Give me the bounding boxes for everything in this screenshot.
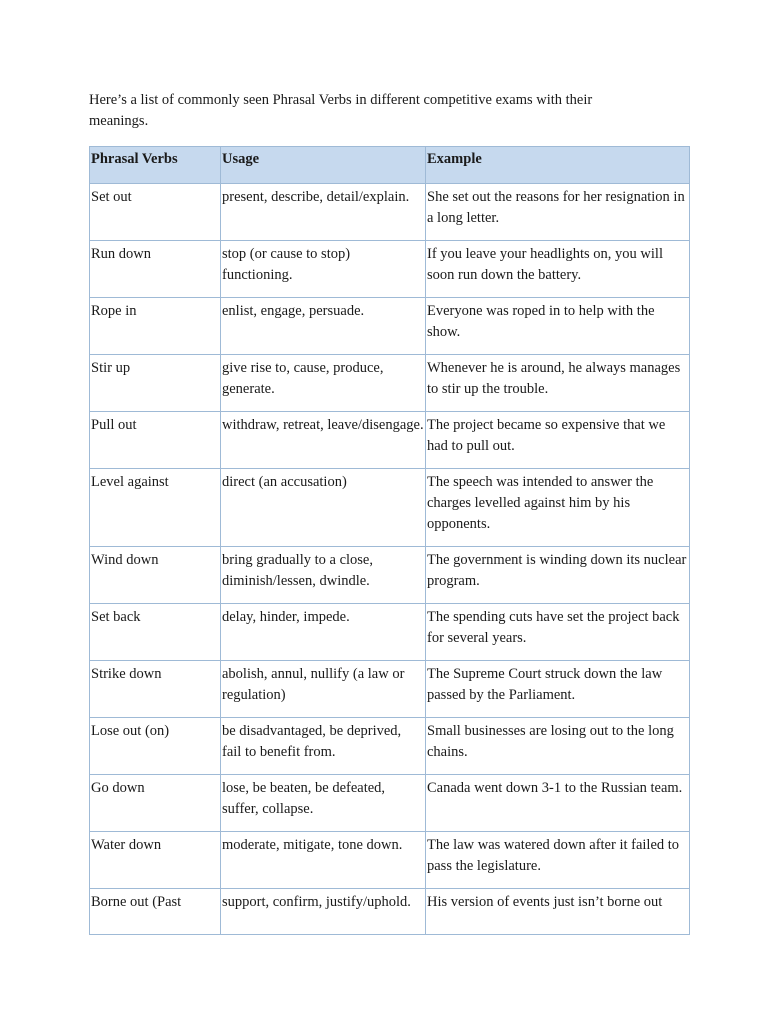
cell-usage: lose, be beaten, be defeated, suffer, collapse. bbox=[221, 775, 426, 832]
cell-phrasal-verb: Lose out (on) bbox=[90, 718, 221, 775]
cell-usage: present, describe, detail/explain. bbox=[221, 184, 426, 241]
table-row bbox=[90, 661, 690, 718]
cell-phrasal-verb: Rope in bbox=[90, 298, 221, 355]
cell-phrasal-verb: Strike down bbox=[90, 661, 221, 718]
cell-usage: give rise to, cause, produce, generate. bbox=[221, 355, 426, 412]
cell-example: The spending cuts have set the project back for several years. bbox=[426, 604, 690, 661]
table-row bbox=[90, 298, 690, 355]
cell-example: Canada went down 3-1 to the Russian team. bbox=[426, 775, 690, 832]
header-phrasal-verbs: Phrasal Verbs bbox=[90, 147, 221, 184]
cell-example: If you leave your headlights on, you will soon run down the battery. bbox=[426, 241, 690, 298]
table-row bbox=[90, 184, 690, 241]
header-usage: Usage bbox=[221, 147, 426, 184]
cell-example: Everyone was roped in to help with the show. bbox=[426, 298, 690, 355]
table-row bbox=[90, 832, 690, 889]
table-row bbox=[90, 241, 690, 298]
cell-usage: moderate, mitigate, tone down. bbox=[221, 832, 426, 889]
cell-phrasal-verb: Borne out (Past bbox=[90, 889, 221, 935]
cell-usage: bring gradually to a close, diminish/lessen, dwindle. bbox=[221, 547, 426, 604]
cell-usage: withdraw, retreat, leave/disengage. bbox=[221, 412, 426, 469]
table-row bbox=[90, 412, 690, 469]
table-row bbox=[90, 355, 690, 412]
cell-example: The project became so expensive that we had to pull out. bbox=[426, 412, 690, 469]
phrasal-verbs-table bbox=[89, 146, 690, 935]
table-row bbox=[90, 889, 690, 935]
cell-phrasal-verb: Run down bbox=[90, 241, 221, 298]
intro-text: Here’s a list of commonly seen Phrasal Verbs in different competitive exams with their meanings. bbox=[89, 92, 593, 129]
table-row bbox=[90, 469, 690, 547]
cell-usage: abolish, annul, nullify (a law or regulation) bbox=[221, 661, 426, 718]
cell-phrasal-verb: Level against bbox=[90, 469, 221, 547]
cell-usage: direct (an accusation) bbox=[221, 469, 426, 547]
table-row bbox=[90, 547, 690, 604]
cell-example: Small businesses are losing out to the long chains. bbox=[426, 718, 690, 775]
table-row bbox=[90, 775, 690, 832]
cell-example: The Supreme Court struck down the law passed by the Parliament. bbox=[426, 661, 690, 718]
cell-usage: be disadvantaged, be deprived, fail to benefit from. bbox=[221, 718, 426, 775]
cell-usage: support, confirm, justify/uphold. bbox=[221, 889, 426, 935]
cell-usage: delay, hinder, impede. bbox=[221, 604, 426, 661]
cell-phrasal-verb: Stir up bbox=[90, 355, 221, 412]
cell-example: The government is winding down its nuclear program. bbox=[426, 547, 690, 604]
header-example: Example bbox=[426, 147, 690, 184]
table-row bbox=[90, 718, 690, 775]
cell-usage: stop (or cause to stop) functioning. bbox=[221, 241, 426, 298]
table-header-row bbox=[90, 147, 690, 184]
cell-phrasal-verb: Pull out bbox=[90, 412, 221, 469]
cell-phrasal-verb: Set back bbox=[90, 604, 221, 661]
cell-example: The law was watered down after it failed to pass the legislature. bbox=[426, 832, 690, 889]
cell-phrasal-verb: Water down bbox=[90, 832, 221, 889]
cell-example: His version of events just isn’t borne out bbox=[426, 889, 690, 935]
cell-example: The speech was intended to answer the charges levelled against him by his opponents. bbox=[426, 469, 690, 547]
cell-phrasal-verb: Go down bbox=[90, 775, 221, 832]
table-row bbox=[90, 604, 690, 661]
cell-example: Whenever he is around, he always manages to stir up the trouble. bbox=[426, 355, 690, 412]
cell-phrasal-verb: Set out bbox=[90, 184, 221, 241]
cell-phrasal-verb: Wind down bbox=[90, 547, 221, 604]
cell-example: She set out the reasons for her resignation in a long letter. bbox=[426, 184, 690, 241]
cell-usage: enlist, engage, persuade. bbox=[221, 298, 426, 355]
